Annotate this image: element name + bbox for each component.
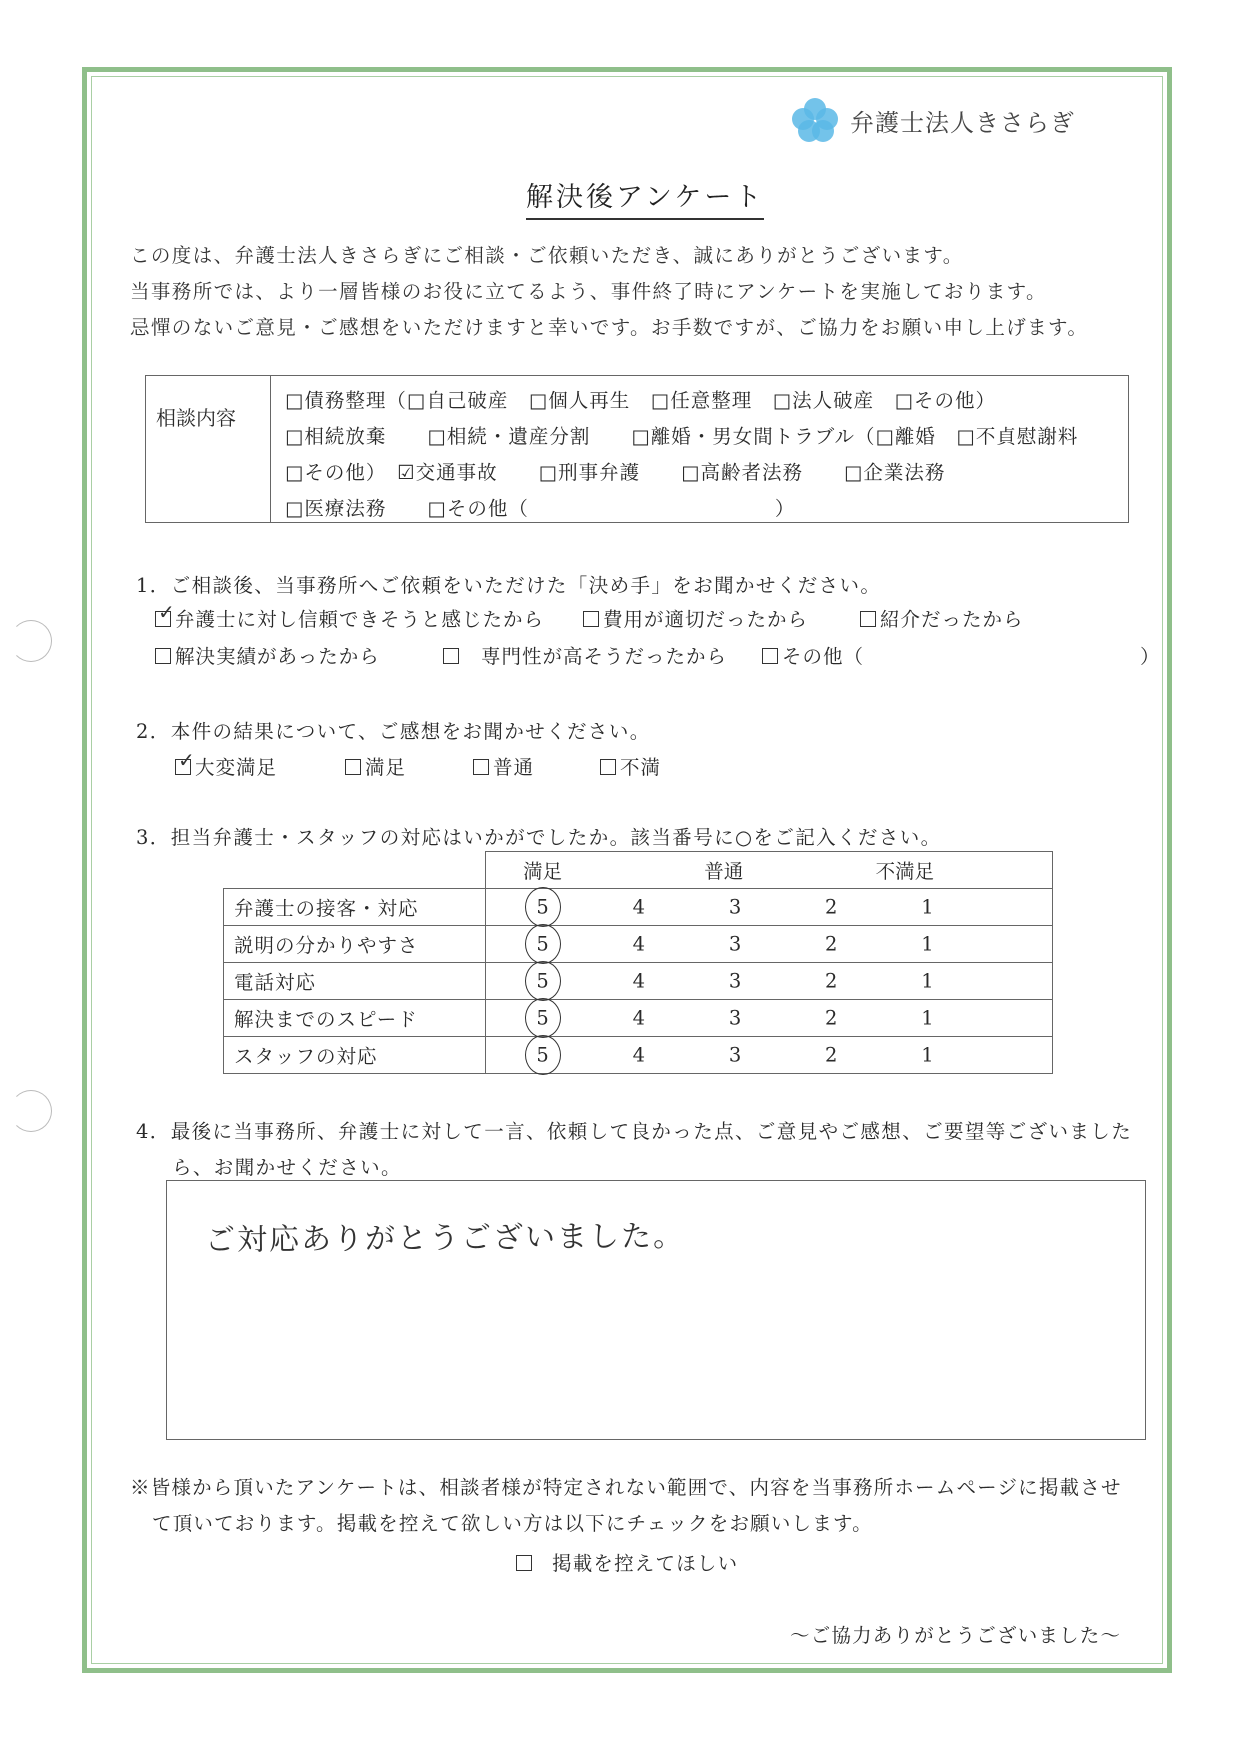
q1-option-other[interactable]: その他（ — [762, 641, 864, 669]
score-option[interactable]: 1 — [921, 932, 934, 956]
score-option[interactable]: 1 — [921, 895, 934, 919]
score-option[interactable]: 4 — [632, 932, 646, 956]
score-option[interactable]: 2 — [825, 932, 838, 956]
consultation-label: 相談内容 — [146, 376, 271, 523]
scale-label-neutral: 普通 — [704, 860, 744, 883]
q2-option-neutral[interactable]: 普通 — [473, 752, 534, 780]
rating-row-label: スタッフの対応 — [224, 1037, 486, 1074]
checkbox-icon[interactable] — [762, 648, 778, 664]
score-option[interactable]: 4 — [632, 1043, 646, 1067]
punch-hole — [0, 1090, 80, 1150]
score-option[interactable]: 3 — [728, 1006, 742, 1030]
scale-header — [486, 852, 1053, 889]
score-option[interactable]: 3 — [728, 969, 742, 993]
intro-line: 当事務所では、より一層皆様のお役に立てるよう、事件終了時にアンケートを実施しております。 — [130, 280, 1047, 303]
firm-name: 弁護士法人きさらぎ — [850, 108, 1075, 137]
score-option[interactable]: 3 — [728, 895, 742, 919]
score-option[interactable]: 1 — [921, 969, 934, 993]
firm-logo — [792, 98, 1075, 142]
intro-line: この度は、弁護士法人きさらぎにご相談・ご依頼いただき、誠にありがとうございます。 — [130, 244, 964, 267]
checkbox-icon[interactable] — [443, 648, 459, 664]
score-option[interactable]: 2 — [825, 969, 838, 993]
rating-row — [224, 1000, 1053, 1037]
rating-row — [224, 1037, 1053, 1074]
rating-row — [224, 889, 1053, 926]
consultation-line[interactable]: □債務整理（□自己破産 □個人再生 □任意整理 □法人破産 □その他） — [285, 389, 997, 412]
consultation-line[interactable]: □医療法務 □その他（ ） — [285, 497, 796, 520]
rating-row — [224, 963, 1053, 1000]
score-option[interactable]: 1 — [921, 1006, 934, 1030]
score-option[interactable]: 3 — [728, 932, 742, 956]
score-option[interactable]: 3 — [728, 1043, 742, 1067]
score-option[interactable]: 4 — [632, 895, 646, 919]
q4-heading-cont: ら、お聞かせください。 — [172, 1156, 402, 1179]
q1-option-track-record[interactable]: 解決実績があったから — [155, 641, 380, 669]
q1-heading: 1．ご相談後、当事務所へご依頼をいただけた「決め手」をお聞かせください。 — [136, 574, 882, 597]
selected-circle-icon — [525, 887, 561, 927]
selected-circle-icon — [525, 998, 561, 1038]
score-option[interactable]: 4 — [632, 1006, 646, 1030]
rating-scores — [486, 889, 1053, 926]
q3-heading: 3．担当弁護士・スタッフの対応はいかがでしたか。該当番号に○をご記入ください。 — [136, 826, 942, 849]
score-option[interactable]: 5 — [536, 932, 549, 956]
selected-circle-icon — [525, 924, 561, 964]
checkbox-icon[interactable] — [600, 759, 616, 775]
q1-option-fee[interactable]: 費用が適切だったから — [583, 604, 808, 632]
q2-heading: 2．本件の結果について、ご感想をお聞かせください。 — [136, 720, 651, 743]
checkbox-icon[interactable] — [860, 611, 876, 627]
q2-option-very-satisfied[interactable]: ✓大変満足 — [175, 752, 277, 780]
checkbox-icon[interactable] — [155, 648, 171, 664]
checked-box-icon[interactable] — [175, 759, 191, 775]
q2-option-dissatisfied[interactable]: 不満 — [600, 752, 661, 780]
rating-row-label: 電話対応 — [224, 963, 486, 1000]
checkbox-icon[interactable] — [516, 1555, 532, 1571]
comment-box[interactable] — [166, 1180, 1146, 1440]
closing-thanks: ～ご協力ありがとうございました～ — [790, 1624, 1122, 1647]
q1-other-close: ） — [1140, 645, 1161, 668]
handwritten-answer: ご対応ありがとうございました。 — [204, 1218, 686, 1259]
q1-option-referral[interactable]: 紹介だったから — [860, 604, 1024, 632]
rating-row-label: 説明の分かりやすさ — [224, 926, 486, 963]
score-option[interactable]: 2 — [825, 1006, 838, 1030]
optout-option[interactable]: 掲載を控えてほしい — [516, 1548, 738, 1576]
checked-box-icon[interactable] — [155, 611, 171, 627]
checkbox-icon[interactable] — [345, 759, 361, 775]
score-option[interactable]: 2 — [825, 1043, 838, 1067]
rating-table — [223, 851, 1053, 1074]
rating-row — [224, 926, 1053, 963]
rating-scores — [486, 1000, 1053, 1037]
score-option[interactable]: 5 — [536, 1043, 549, 1067]
page-title: 解決後アンケート — [526, 175, 764, 220]
consultation-line[interactable]: □相続放棄 □相続・遺産分割 □離婚・男女間トラブル（□離婚 □不貞慰謝料 — [285, 425, 1079, 448]
consultation-line[interactable]: □その他） ☑交通事故 □刑事弁護 □高齢者法務 □企業法務 — [285, 461, 946, 484]
punch-hole — [0, 620, 80, 680]
q2-option-satisfied[interactable]: 満足 — [345, 752, 406, 780]
score-option[interactable]: 5 — [536, 969, 549, 993]
score-option[interactable]: 4 — [632, 969, 646, 993]
checkbox-icon[interactable] — [583, 611, 599, 627]
q1-option-trust[interactable]: ✓弁護士に対し信頼できそうと感じたから — [155, 604, 544, 632]
score-option[interactable]: 5 — [536, 895, 549, 919]
q1-option-expertise[interactable]: 専門性が高そうだったから — [443, 641, 727, 669]
selected-circle-icon — [525, 1035, 561, 1075]
score-option[interactable]: 1 — [921, 1043, 934, 1067]
rating-scores — [486, 1037, 1053, 1074]
rating-scores — [486, 926, 1053, 963]
rating-row-label: 弁護士の接客・対応 — [224, 889, 486, 926]
checkbox-icon[interactable] — [473, 759, 489, 775]
score-option[interactable]: 2 — [825, 895, 838, 919]
intro-line: 忌憚のないご意見・ご感想をいただけますと幸いです。お手数ですが、ご協力をお願い申し上げます。 — [130, 316, 1089, 339]
rating-scores — [486, 963, 1053, 1000]
q4-heading: 4．最後に当事務所、弁護士に対して一言、依頼して良かった点、ご意見やご感想、ご要望等ございました — [136, 1120, 1133, 1143]
footer-note: ※皆様から頂いたアンケートは、相談者様が特定されない範囲で、内容を当事務所ホームページに掲載させ — [130, 1476, 1122, 1499]
scale-label-dissatisfied: 不満足 — [875, 860, 935, 883]
flower-logo-icon — [792, 98, 840, 142]
rating-row-label: 解決までのスピード — [224, 1000, 486, 1037]
selected-circle-icon — [525, 961, 561, 1001]
scale-label-satisfied: 満足 — [523, 860, 563, 883]
score-option[interactable]: 5 — [536, 1006, 549, 1030]
footer-note: て頂いております。掲載を控えて欲しい方は以下にチェックをお願いします。 — [152, 1512, 873, 1535]
